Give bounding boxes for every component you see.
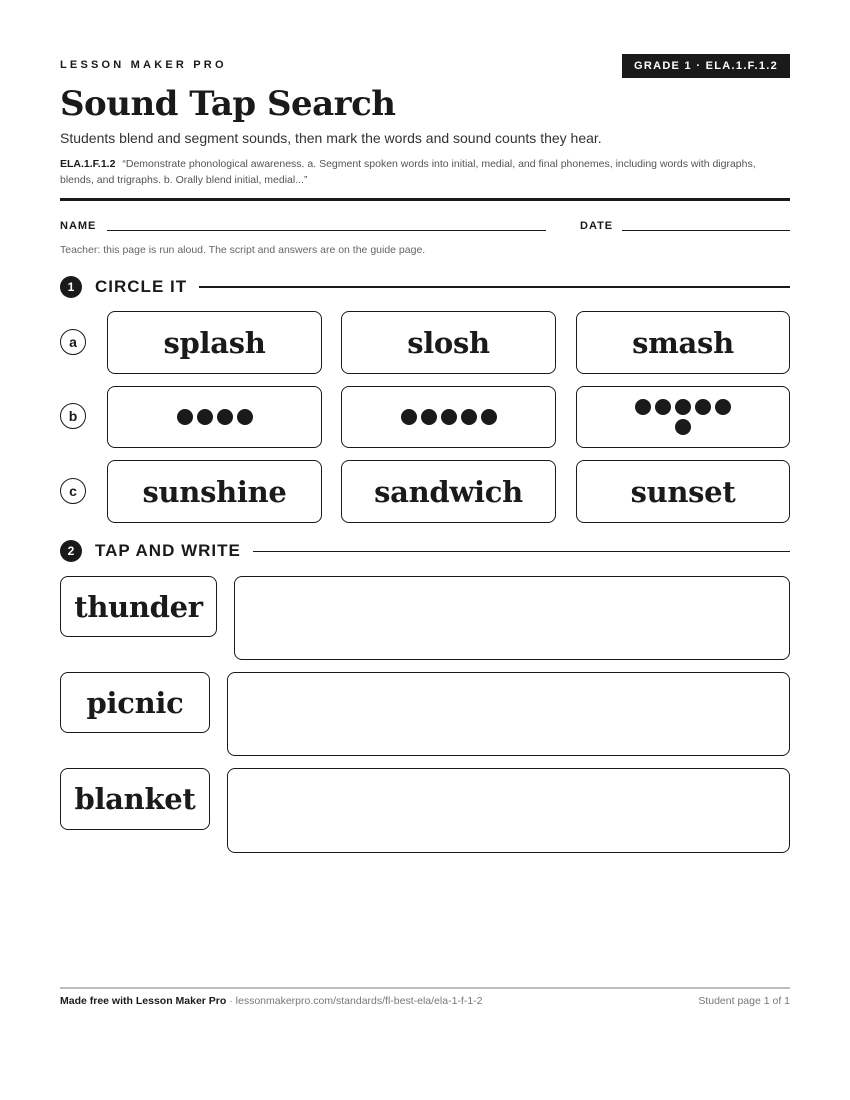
section-number-badge: 2 — [60, 540, 82, 562]
teacher-note: Teacher: this page is run aloud. The script and answers are on the guide page. — [60, 244, 426, 256]
prompt-word: blanket — [74, 782, 196, 816]
sound-dots — [394, 409, 504, 425]
sound-dot — [715, 399, 731, 415]
date-write-line[interactable] — [622, 230, 790, 231]
grade-standard-badge: GRADE 1 · ELA.1.F.1.2 — [622, 54, 790, 78]
word-choice-card[interactable] — [107, 460, 322, 523]
word-choice: sandwich — [374, 474, 523, 509]
sound-dot — [695, 399, 711, 415]
section-divider — [199, 286, 790, 288]
word-choice-card[interactable] — [107, 311, 322, 374]
footer-page-number: Student page 1 of 1 — [698, 995, 790, 1007]
standard-text: “Demonstrate phonological awareness. a. Segment spoken words into initial, medial, and final phonemes, including words with digraphs, blends, and trigraphs. b. Orally blend initial, medial...” — [60, 158, 756, 186]
section-number-badge: 1 — [60, 276, 82, 298]
page-title: Sound Tap Search — [60, 84, 396, 124]
prompt-word: thunder — [74, 589, 203, 624]
section-tap-and-write-header — [60, 539, 790, 563]
date-label: DATE — [580, 220, 614, 232]
brand-name: LESSON MAKER PRO — [60, 59, 227, 71]
answer-write-box[interactable] — [234, 576, 790, 660]
word-choice-card[interactable] — [576, 460, 790, 523]
answer-write-box[interactable] — [227, 672, 790, 756]
sound-dot — [481, 409, 497, 425]
footer-divider — [60, 987, 790, 989]
prompt-word: picnic — [86, 685, 184, 720]
sound-dot — [421, 409, 437, 425]
prompt-word-card — [60, 672, 210, 733]
sound-count-card[interactable] — [576, 386, 790, 448]
section-title: TAP AND WRITE — [95, 541, 241, 560]
name-label: NAME — [60, 220, 97, 232]
sound-dot — [675, 419, 691, 435]
section-divider — [253, 551, 790, 552]
sound-dot — [635, 399, 651, 415]
prompt-word-card — [60, 768, 210, 830]
sound-dot — [461, 409, 477, 425]
sound-dot — [441, 409, 457, 425]
answer-write-box[interactable] — [227, 768, 790, 853]
word-choice: sunset — [630, 474, 736, 509]
footer-made-with: Made free with Lesson Maker Pro — [60, 995, 227, 1007]
section-title: CIRCLE IT — [95, 277, 188, 296]
page-subtitle: Students blend and segment sounds, then mark the words and sound counts they hear. — [60, 130, 602, 146]
word-choice: splash — [163, 325, 266, 360]
word-choice: slosh — [407, 325, 490, 360]
row-letter-c: c — [60, 478, 86, 504]
row-letter-a: a — [60, 329, 86, 355]
footer-credit — [60, 995, 483, 1007]
sound-dot — [237, 409, 253, 425]
word-choice-card[interactable] — [341, 311, 556, 374]
sound-count-card[interactable] — [341, 386, 556, 448]
sound-dot — [217, 409, 233, 425]
standard-description — [60, 156, 790, 188]
worksheet-page — [60, 0, 790, 1100]
row-letter-b: b — [60, 403, 86, 429]
sound-dot — [197, 409, 213, 425]
sound-count-card[interactable] — [107, 386, 322, 448]
footer-url[interactable]: · lessonmakerpro.com/standards/fl-best-ela/ela-1-f-1-2 — [226, 995, 483, 1007]
sound-dots — [628, 399, 738, 435]
sound-dot — [401, 409, 417, 425]
prompt-word-card — [60, 576, 217, 637]
word-choice-card[interactable] — [341, 460, 556, 523]
sound-dot — [675, 399, 691, 415]
word-choice-card[interactable] — [576, 311, 790, 374]
sound-dot — [177, 409, 193, 425]
standard-code: ELA.1.F.1.2 — [60, 158, 116, 170]
section-circle-it-header — [60, 275, 790, 299]
sound-dot — [655, 399, 671, 415]
word-choice: sunshine — [142, 474, 287, 509]
name-write-line[interactable] — [107, 230, 546, 231]
header-divider — [60, 198, 790, 201]
word-choice: smash — [632, 325, 734, 360]
sound-dots — [160, 409, 270, 425]
